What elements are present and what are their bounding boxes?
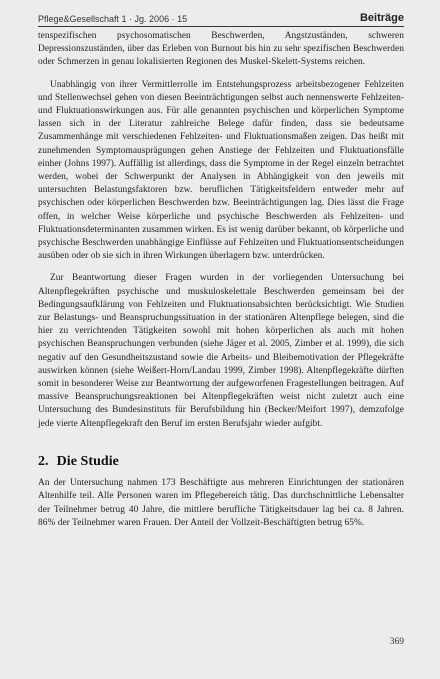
page-number: 369 (389, 637, 404, 647)
section-number: 2. (38, 453, 49, 469)
journal-title: Pflege&Gesellschaft 1 · Jg. 2006 · 15 (38, 14, 188, 24)
paragraph: Zur Beantwortung dieser Fragen wurden in der vorliegenden Untersuchung bei Altenpflegekräften psychische und muskuloskelettale Beschwerden gemeinsam bei der Bedingungsaufklärung von Fehlzeiten und Fluktuationsabsichten berücksichtigt. Wie Studien zur Belastungs- und Beanspruchungssituation in der stationären Altenpflege belegen, sind die hier zu verrichtenden Tätigkeiten sowohl mit hohen körperlichen als auch mit hohen psychischen Beanspruchungen verbunden (siehe Jäger et al. 2005, Zimber et al. 1999), die sich negativ auf den Gesundheitszustand sowie die Arbeits- und Bleibemotivation der Pflegekräfte auswirken können (siehe Weißert-Horn/Landau 1999, Zimber 1998). Altenpflegekräfte dürften somit in besonderer Weise zur Beantwortung der aufgeworfenen Fragestellungen beitragen. Auf massive Beanspruchungsreaktionen bei Altenpflegekräften weist nicht zuletzt auch eine Untersuchung des Bundesinstituts für Berufsbildung hin (Becker/Meifort 1997), demzufolge jede vierte Altenpflegekraft den Beruf im ersten Berufsjahr wieder aufgibt. (38, 273, 404, 429)
section-title: Die Studie (56, 453, 119, 469)
body-text (38, 30, 404, 530)
section-heading (38, 455, 404, 468)
paragraph: tenspezifischen psychosomatischen Beschwerden, Angstzuständen, schweren Depressionszuständen, über das Erleben von Burnout bis hin zu sehr spezifischen Beschwerden oder Schmerzen in genau lokalisierten Regionen des Muskel-Skelett-Systems reichen. (38, 31, 404, 68)
section-label: Beiträge (359, 12, 404, 24)
running-header (38, 6, 404, 27)
paragraph: An der Untersuchung nahmen 173 Beschäftigte aus mehreren Einrichtungen der stationären Altenhilfe teil. Alle Personen waren im Pflegebereich tätig. Das durchschnittliche Lebensalter der Teilnehmer betrug 40 Jahre, die mittlere berufliche Tätigkeitsdauer lag bei ca. 8 Jahren. 86% der Teilnehmer waren Frauen. Der Anteil der Vollzeit-Beschäftigten betrug 65%. (38, 478, 404, 528)
paragraph: Unabhängig von ihrer Vermittlerrolle im Entstehungsprozess arbeitsbezogener Fehlzeiten und Stellenwechsel gehen von diesen Beeinträchtigungen selbst auch nennenswerte Fehlzeiten- und Fluktuationswirkungen aus. Für alle genannten psychischen und körperlichen Symptome lassen sich in der Literatur zahlreiche Belege dafür finden, dass sie bedeutsame Zusammenhänge mit verschiedenen Fehlzeiten- und Fluktuationsmaßen zeigen. Das heißt mit zunehmenden Symptomausprägungen gehen Anstiege der Fehlzeiten und Fluktuationsfälle einher (Johns 1997). Auffällig ist allerdings, dass die Symptome in der Regel einzeln betrachtet werden, wobei der Schwerpunkt der Analysen in Abhängigkeit von den jeweils mit untersuchten Belastungsfaktoren bzw. beruflichen Tätigkeitsfeldern entweder mehr auf psychischen oder körperlichen Beschwerden bzw. Beeinträchtigungen lag. Dies lässt die Frage offen, in welcher Weise körperliche und psychische Beschwerden als Fehlzeiten- und Fluktuationsdeterminanten zusammen wirken. Es ist wenig darüber bekannt, ob körperliche und psychische Beschwerden unabhängige Einflüsse auf Fehlzeiten und Fluktuationsentscheidungen ausüben oder ob sie sich in ihren Wirkungen überlagern bzw. unterdrücken. (38, 79, 404, 262)
